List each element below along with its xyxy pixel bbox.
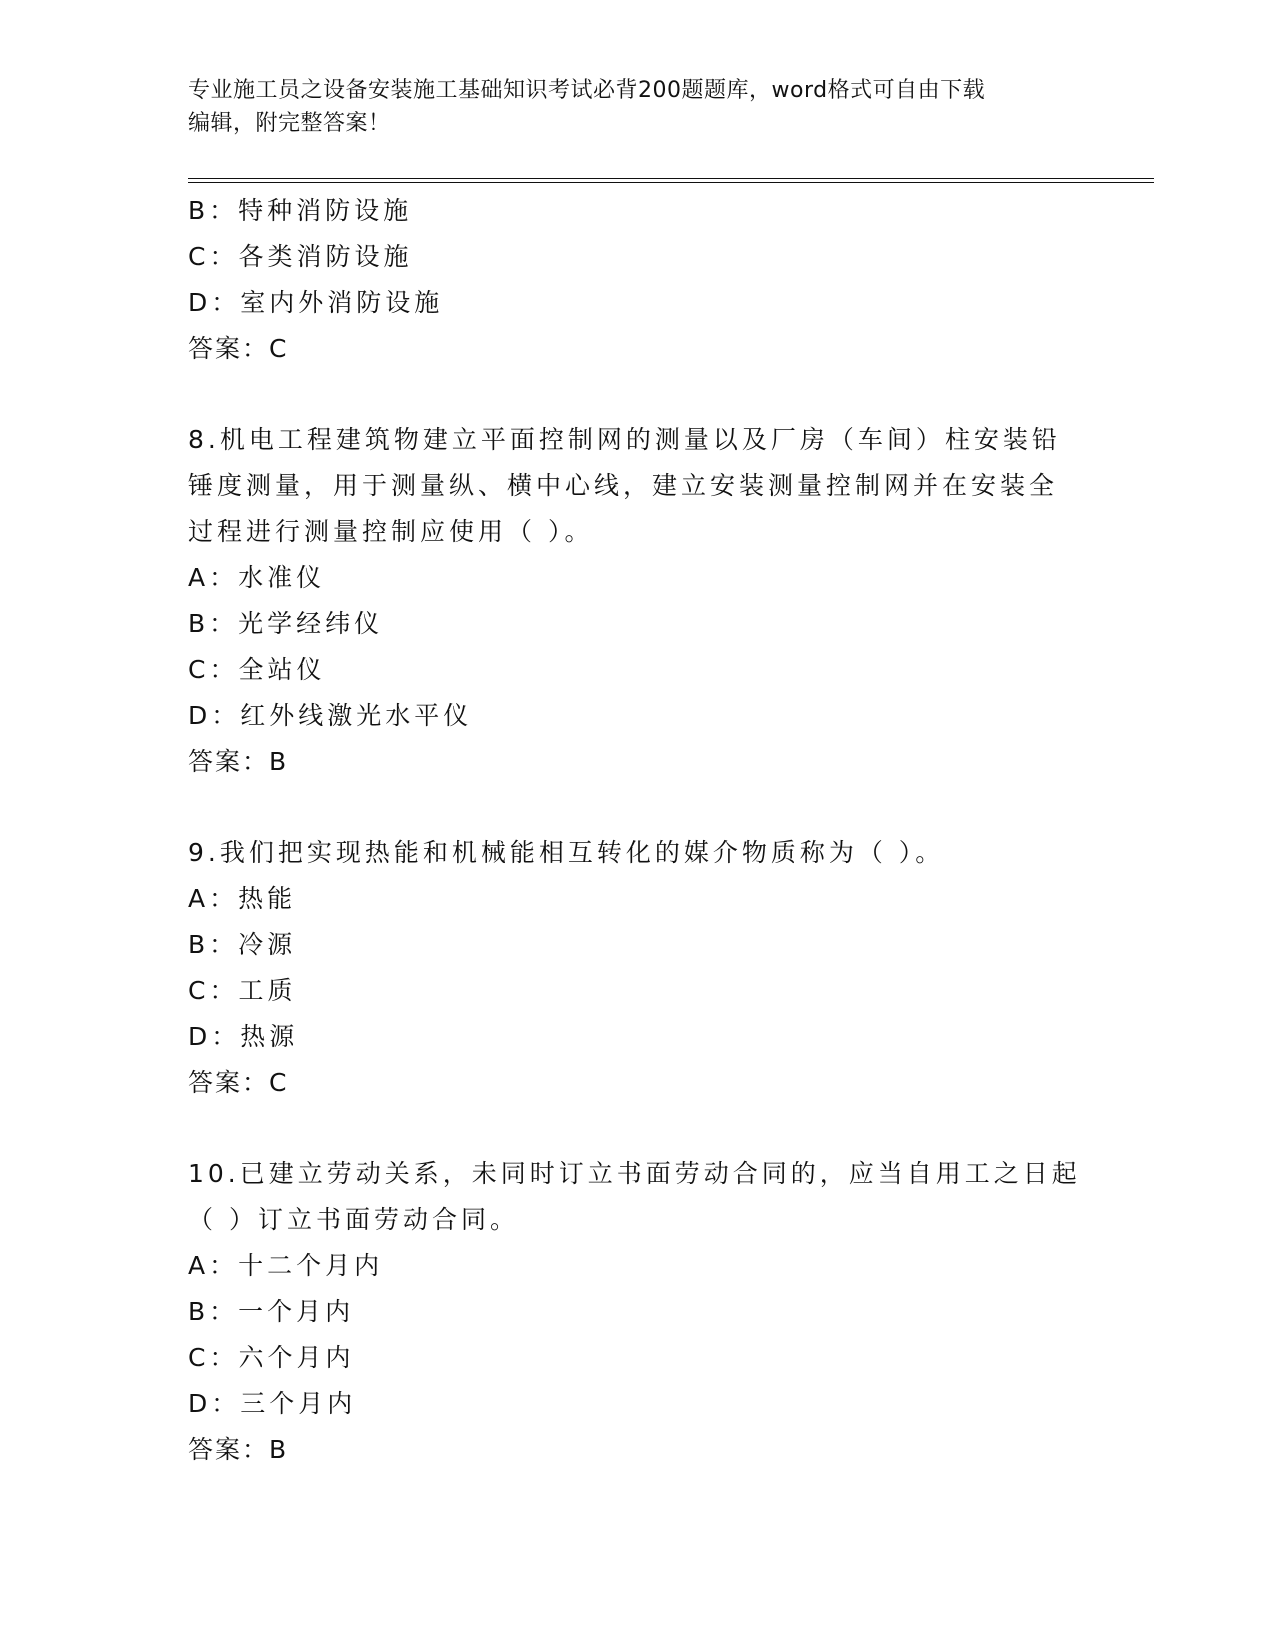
- option-a: A：水准仪: [188, 563, 326, 592]
- option-b: B：冷源: [188, 930, 297, 959]
- answer-line: 答案：C: [188, 334, 289, 363]
- answer-line: 答案：C: [188, 1068, 289, 1097]
- header-title-line-1: 专业施工员之设备安装施工基础知识考试必背200题题库，word格式可自由下载: [188, 78, 986, 103]
- question-spacer: [188, 1106, 1088, 1151]
- answer-line: 答案：B: [188, 1435, 289, 1464]
- option-c: C：全站仪: [188, 655, 326, 684]
- header-title-line-2: 编辑，附完整答案！: [188, 111, 391, 136]
- question-stem-line: 9.我们把实现热能和机械能相互转化的媒介物质称为（ ）。: [188, 838, 945, 867]
- question-stem-line: 8.机电工程建筑物建立平面控制网的测量以及厂房（车间）柱安装铅: [188, 425, 1061, 454]
- option-c: C：各类消防设施: [188, 242, 413, 271]
- option-b: B：光学经纬仪: [188, 609, 384, 638]
- question-10: [188, 1151, 1088, 1473]
- question-spacer: [188, 785, 1088, 830]
- header-divider: [188, 178, 1154, 183]
- option-d: D：三个月内: [188, 1389, 357, 1418]
- option-a: A：热能: [188, 884, 297, 913]
- option-c: C：六个月内: [188, 1343, 355, 1372]
- question-content: [188, 188, 1088, 1473]
- question-stem-line: 锤度测量，用于测量纵、横中心线，建立安装测量控制网并在安装全: [188, 471, 1059, 500]
- question-8: [188, 417, 1088, 785]
- option-a: A：十二个月内: [188, 1251, 384, 1280]
- question-9: [188, 830, 1088, 1106]
- question-stem-line: 过程进行测量控制应使用（ ）。: [188, 517, 594, 546]
- carryover-question: [188, 188, 1088, 372]
- document-header: [188, 74, 1078, 140]
- option-d: D：室内外消防设施: [188, 288, 444, 317]
- option-b: B：特种消防设施: [188, 196, 413, 225]
- option-c: C：工质: [188, 976, 297, 1005]
- question-stem-line: 10.已建立劳动关系，未同时订立书面劳动合同的，应当自用工之日起: [188, 1159, 1081, 1188]
- question-spacer: [188, 372, 1088, 417]
- answer-line: 答案：B: [188, 747, 289, 776]
- option-d: D：热源: [188, 1022, 299, 1051]
- option-b: B：一个月内: [188, 1297, 355, 1326]
- option-d: D：红外线激光水平仪: [188, 701, 473, 730]
- question-stem-line: （ ）订立书面劳动合同。: [188, 1205, 519, 1234]
